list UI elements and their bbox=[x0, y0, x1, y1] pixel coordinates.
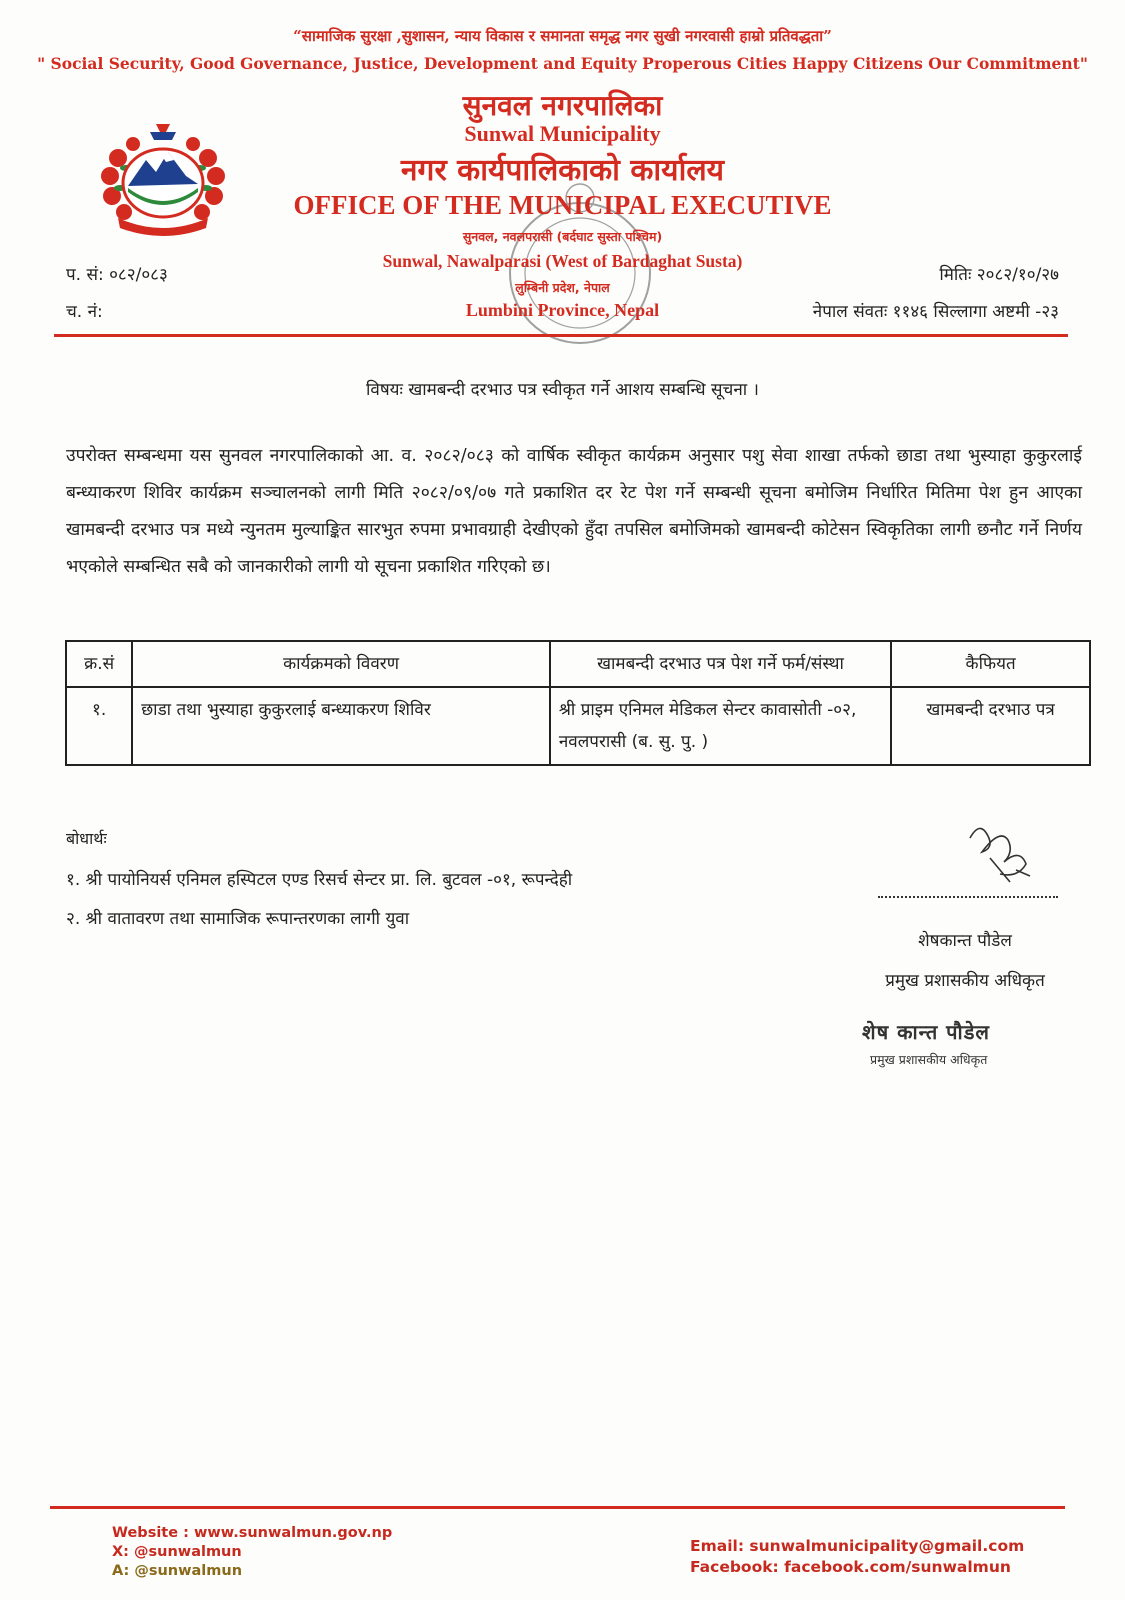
email-link[interactable]: Email: sunwalmunicipality@gmail.com bbox=[690, 1537, 1025, 1555]
signatory-name: शेषकान्त पौडेल bbox=[918, 931, 1012, 951]
municipality-name-en: Sunwal Municipality bbox=[464, 121, 661, 146]
website-link[interactable]: Website : www.sunwalmun.gov.np bbox=[112, 1525, 393, 1541]
signatory-title: प्रमुख प्रशासकीय अधिकृत bbox=[885, 971, 1045, 991]
notice-body: उपरोक्त सम्बन्धमा यस सुनवल नगरपालिकाको आ. व. २०८२/०८३ को वार्षिक स्वीकृत कार्यक्रम अनुसार पशु सेवा शाखा तर्फको छाडा तथा भुस्याहा कुकुरलाई बन्ध्याकरण शिविर कार्यक्रम सञ्चालनको लागी मिति २०८२/०९/०७ गते प्रकाशित दर रेट पेश गर्ने सम्बन्धी सूचना बमोजिम निर्धारित मितिमा पेश हुन आएका खामबन्दी दरभाउ पत्र मध्ये न्युनतम मुल्याङ्कित सारभुत रुपमा प्रभावग्राही देखीएको हुँदा तपसिल बमोजिमको खामबन्दी कोटेसन स्विकृतिका लागी छनौट गर्ने निर्णय भएकोले सम्बन्धित सबै को जानकारीको लागी यो सूचना प्रकाशित गरिएको छ। bbox=[66, 446, 1082, 577]
motto-english: " Social Security, Good Governance, Justice, Development and Equity Properous Cities Happy Citizens Our Commitment" bbox=[37, 54, 1088, 73]
col-program: कार्यक्रमको विवरण bbox=[132, 641, 550, 687]
office-name-np: नगर कार्यपालिकाको कार्यालय bbox=[400, 153, 725, 188]
selection-table bbox=[65, 640, 1091, 766]
cell-remarks: खामबन्दी दरभाउ पत्र bbox=[891, 687, 1090, 765]
cc-item: १. श्री पायोनियर्स एनिमल हस्पिटल एण्ड रिसर्च सेन्टर प्रा. लि. बुटवल -०१, रूपन्देही bbox=[66, 870, 573, 890]
motto-nepali: “सामाजिक सुरक्षा ,सुशासन, न्याय विकास र समानता समृद्ध नगर सुखी नगरवासी हाम्रो प्रतिवद्धता” bbox=[293, 27, 832, 45]
col-firm: खामबन्दी दरभाउ पत्र पेश गर्ने फर्म/संस्था bbox=[550, 641, 891, 687]
cc-label: बोधार्थः bbox=[66, 829, 107, 848]
col-sn: क्र.सं bbox=[66, 641, 132, 687]
facebook-link[interactable]: Facebook: facebook.com/sunwalmun bbox=[690, 1558, 1011, 1576]
footer-right bbox=[690, 1536, 1024, 1578]
letter-date: मितिः २०८२/१०/२७ bbox=[939, 265, 1059, 285]
signature-icon bbox=[960, 818, 1040, 888]
x-handle[interactable]: X: @sunwalmun bbox=[112, 1544, 242, 1560]
cell-sn: १. bbox=[66, 687, 132, 765]
office-name-en: OFFICE OF THE MUNICIPAL EXECUTIVE bbox=[293, 190, 832, 220]
table-row bbox=[66, 687, 1090, 765]
cell-program: छाडा तथा भुस्याहा कुकुरलाई बन्ध्याकरण शिविर bbox=[132, 687, 550, 765]
municipality-name-np: सुनवल नगरपालिका bbox=[462, 89, 663, 122]
table-header-row bbox=[66, 641, 1090, 687]
title-seal: प्रमुख प्रशासकीय अधिकृत bbox=[870, 1052, 988, 1067]
province-en: Lumbini Province, Nepal bbox=[465, 300, 660, 320]
nepal-sambat-date: नेपाल संवतः ११४६ सिल्लागा अष्टमी -२३ bbox=[812, 302, 1059, 322]
col-remarks: कैफियत bbox=[891, 641, 1090, 687]
address-np: सुनवल, नवलपरासी (बर्दघाट सुस्ता पश्चिम) bbox=[462, 229, 663, 244]
a-handle[interactable]: A: @sunwalmun bbox=[112, 1563, 243, 1579]
footer-divider bbox=[50, 1506, 1065, 1509]
subject-line: विषयः खामबन्दी दरभाउ पत्र स्वीकृत गर्ने आशय सम्बन्धि सूचना । bbox=[365, 380, 760, 400]
header-divider bbox=[54, 334, 1068, 337]
province-np: लुम्बिनी प्रदेश, नेपाल bbox=[515, 280, 610, 295]
dispatch-number: च. नं: bbox=[66, 302, 103, 322]
reference-number: प. सं: ०८२/०८३ bbox=[66, 265, 168, 285]
footer-left bbox=[112, 1524, 392, 1581]
name-seal: शेष कान्त पौडेल bbox=[862, 1020, 990, 1044]
signature-line bbox=[878, 896, 1058, 898]
cell-firm: श्री प्राइम एनिमल मेडिकल सेन्टर कावासोती -०२, नवलपरासी (ब. सु. पु. ) bbox=[550, 687, 891, 765]
cc-item: २. श्री वातावरण तथा सामाजिक रूपान्तरणका लागी युवा bbox=[66, 909, 410, 929]
address-en: Sunwal, Nawalparasi (West of Bardaghat Susta) bbox=[382, 251, 743, 271]
